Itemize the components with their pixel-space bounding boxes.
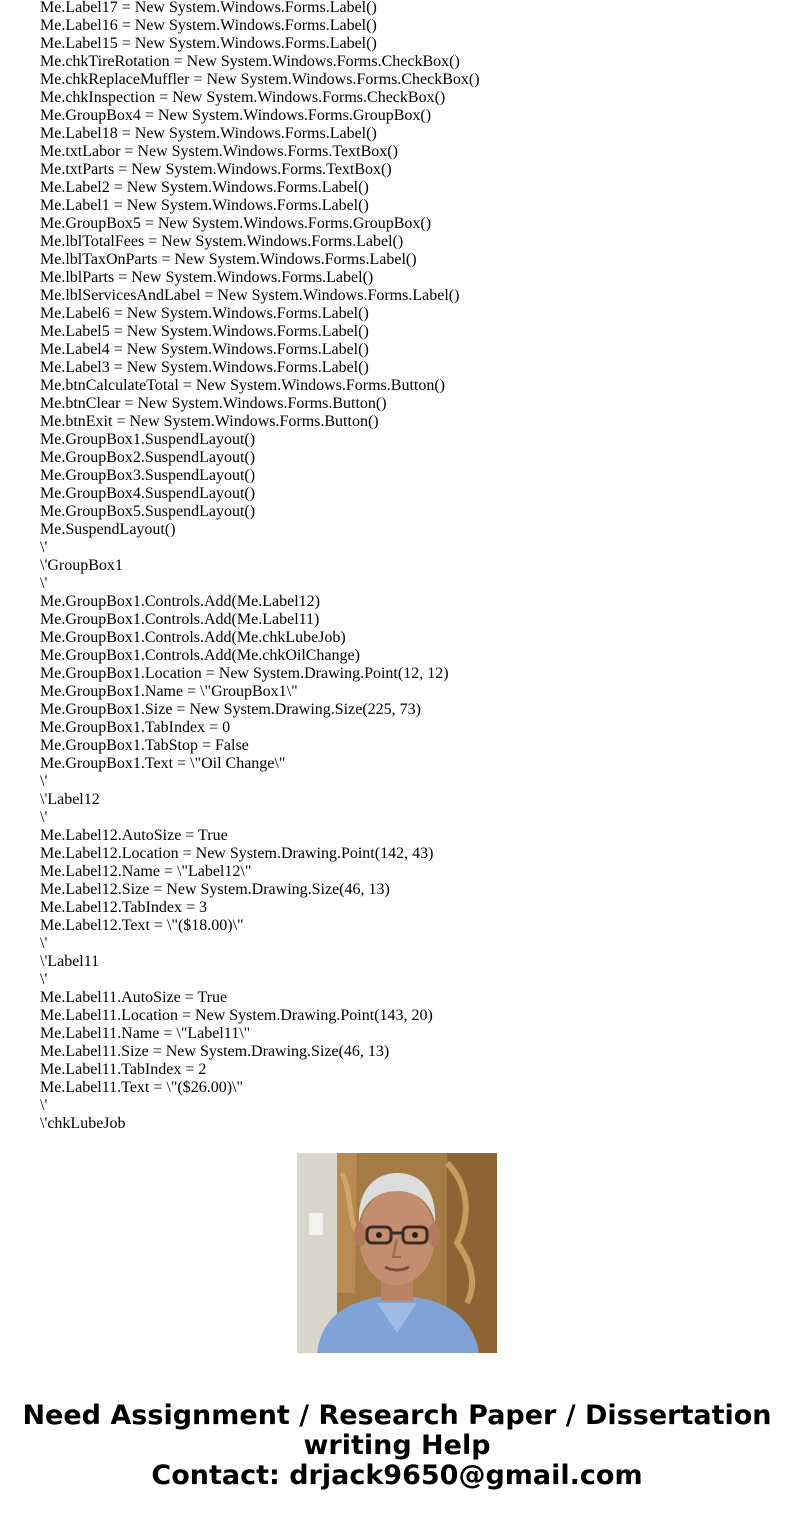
- code-line: \'Label12: [40, 791, 100, 808]
- code-line: Me.lblTaxOnParts = New System.Windows.Forms.Label(): [40, 251, 417, 268]
- code-line: Me.Label11.AutoSize = True: [40, 989, 228, 1006]
- code-line: Me.btnCalculateTotal = New System.Windows.Forms.Button(): [40, 377, 445, 394]
- code-line: Me.GroupBox3.SuspendLayout(): [40, 467, 256, 484]
- code-line: \'GroupBox1: [40, 557, 123, 574]
- author-photo-illustration: [297, 1153, 497, 1353]
- code-line: Me.txtParts = New System.Windows.Forms.TextBox(): [40, 161, 392, 178]
- code-line: Me.lblTotalFees = New System.Windows.Forms.Label(): [40, 233, 404, 250]
- code-line: Me.lblParts = New System.Windows.Forms.Label(): [40, 269, 374, 286]
- code-line: \': [40, 1097, 48, 1114]
- code-line: Me.GroupBox5.SuspendLayout(): [40, 503, 256, 520]
- code-line: Me.Label3 = New System.Windows.Forms.Label(): [40, 359, 369, 376]
- code-line: Me.GroupBox1.Controls.Add(Me.chkLubeJob): [40, 629, 346, 646]
- code-line: Me.SuspendLayout(): [40, 521, 176, 538]
- code-line: Me.Label11.Size = New System.Drawing.Size(46, 13): [40, 1043, 390, 1060]
- code-line: Me.lblServicesAndLabel = New System.Windows.Forms.Label(): [40, 287, 460, 304]
- code-line: Me.GroupBox2.SuspendLayout(): [40, 449, 256, 466]
- code-line: \': [40, 539, 48, 556]
- code-line: Me.btnExit = New System.Windows.Forms.Button(): [40, 413, 379, 430]
- code-line: Me.Label11.Text = \"($26.00)\": [40, 1079, 243, 1096]
- code-line: Me.Label1 = New System.Windows.Forms.Label(): [40, 197, 369, 214]
- code-line: Me.Label18 = New System.Windows.Forms.Label(): [40, 125, 377, 142]
- code-line: Me.Label11.Location = New System.Drawing.Point(143, 20): [40, 1007, 433, 1024]
- code-line: \': [40, 773, 48, 790]
- code-line: Me.GroupBox1.SuspendLayout(): [40, 431, 256, 448]
- code-line: Me.GroupBox1.TabStop = False: [40, 737, 249, 754]
- code-line: Me.chkTireRotation = New System.Windows.Forms.CheckBox(): [40, 53, 460, 70]
- code-line: Me.Label12.Size = New System.Drawing.Size(46, 13): [40, 881, 390, 898]
- code-line: \'chkLubeJob: [40, 1115, 126, 1132]
- code-line: Me.GroupBox4.SuspendLayout(): [40, 485, 256, 502]
- code-line: Me.GroupBox1.Controls.Add(Me.chkOilChange): [40, 647, 360, 664]
- code-line: Me.Label12.Text = \"($18.00)\": [40, 917, 244, 934]
- code-line: \': [40, 575, 48, 592]
- code-line: Me.Label12.TabIndex = 3: [40, 899, 207, 916]
- code-line: Me.GroupBox1.Text = \"Oil Change\": [40, 755, 286, 772]
- code-line: Me.GroupBox1.Controls.Add(Me.Label11): [40, 611, 320, 628]
- code-line: Me.Label2 = New System.Windows.Forms.Label(): [40, 179, 369, 196]
- author-photo: [297, 1153, 497, 1353]
- contact-line-3: Contact: drjack9650@gmail.com: [151, 1460, 643, 1491]
- code-line: Me.Label11.Name = \"Label11\": [40, 1025, 251, 1042]
- code-line: Me.Label6 = New System.Windows.Forms.Label(): [40, 305, 369, 322]
- code-line: Me.Label4 = New System.Windows.Forms.Label(): [40, 341, 369, 358]
- code-line: Me.Label12.AutoSize = True: [40, 827, 228, 844]
- code-line: \': [40, 809, 48, 826]
- code-line: \': [40, 935, 48, 952]
- contact-line-2: writing Help: [303, 1430, 491, 1461]
- code-line: Me.GroupBox4 = New System.Windows.Forms.GroupBox(): [40, 107, 432, 124]
- code-line: Me.Label12.Name = \"Label12\": [40, 863, 252, 880]
- code-line: Me.Label5 = New System.Windows.Forms.Label(): [40, 323, 369, 340]
- code-line: Me.GroupBox1.Controls.Add(Me.Label12): [40, 593, 320, 610]
- code-line: Me.GroupBox5 = New System.Windows.Forms.GroupBox(): [40, 215, 432, 232]
- code-line: Me.GroupBox1.Location = New System.Drawing.Point(12, 12): [40, 665, 449, 682]
- code-line: \'Label11: [40, 953, 100, 970]
- code-line: Me.chkReplaceMuffler = New System.Windows.Forms.CheckBox(): [40, 71, 480, 88]
- code-line: Me.GroupBox1.TabIndex = 0: [40, 719, 231, 736]
- code-line: Me.Label17 = New System.Windows.Forms.Label(): [40, 0, 377, 16]
- code-line: Me.GroupBox1.Size = New System.Drawing.Size(225, 73): [40, 701, 421, 718]
- code-line: Me.txtLabor = New System.Windows.Forms.TextBox(): [40, 143, 398, 160]
- code-line: Me.btnClear = New System.Windows.Forms.Button(): [40, 395, 387, 412]
- code-line: Me.chkInspection = New System.Windows.Forms.CheckBox(): [40, 89, 446, 106]
- code-line: Me.Label15 = New System.Windows.Forms.Label(): [40, 35, 377, 52]
- contact-line-1: Need Assignment / Research Paper / Dissertation: [22, 1400, 772, 1431]
- code-line: Me.Label11.TabIndex = 2: [40, 1061, 207, 1078]
- code-line: Me.Label12.Location = New System.Drawing.Point(142, 43): [40, 845, 434, 862]
- contact-banner: [0, 1401, 794, 1491]
- code-listing: [40, 0, 780, 1132]
- code-line: \': [40, 971, 48, 988]
- code-line: Me.GroupBox1.Name = \"GroupBox1\": [40, 683, 298, 700]
- code-line: Me.Label16 = New System.Windows.Forms.Label(): [40, 17, 377, 34]
